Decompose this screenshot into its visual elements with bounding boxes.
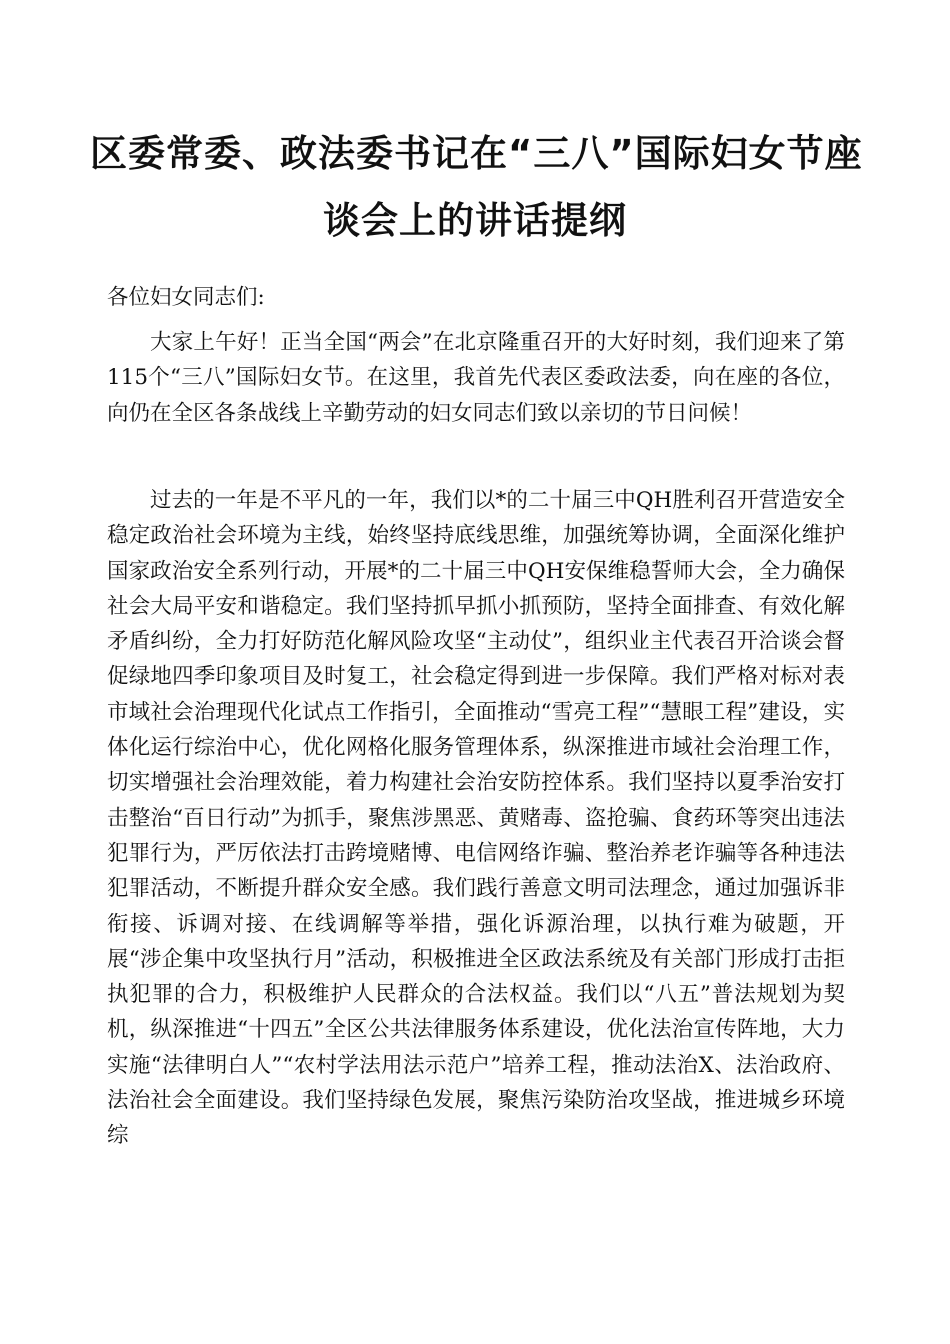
paragraph-greeting: 大家上午好！正当全国“两会”在北京隆重召开的大好时刻，我们迎来了第115个“三八”国际妇女节。在这里，我首先代表区委政法委，向在座的各位，向仍在全区各条战线上辛勤劳动的妇女同志们致以亲切的节日问候！ xyxy=(107,330,845,426)
document-title-line-2: 谈会上的讲话提纲 xyxy=(323,199,627,242)
document-title-line-1: 区委常委、政法委书记在“三八”国际妇女节座 xyxy=(90,132,863,175)
salutation: 各位妇女同志们: xyxy=(107,285,265,310)
paragraph-review: 过去的一年是不平凡的一年，我们以*的二十届三中QH胜利召开营造安全稳定政治社会环境为主线，始终坚持底线思维，加强统筹协调，全面深化维护国家政治安全系列行动，开展*的二十届三中QH安保维稳誓师大会，全力确保社会大局平安和谐稳定。我们坚持抓早抓小抓预防，坚持全面排查、有效化解矛盾纠纷，全力打好防范化解风险攻坚“主动仗”，组织业主代表召开洽谈会督促绿地四季印象项目及时复工，社会稳定得到进一步保障。我们严格对标对表市域社会治理现代化试点工作指引，全面推动“雪亮工程”“慧眼工程”建设，实体化运行综治中心，优化网格化服务管理体系，纵深推进市域社会治理工作，切实增强社会治理效能，着力构建社会治安防控体系。我们坚持以夏季治安打击整治“百日行动”为抓手，聚焦涉黑恶、黄赌毒、盗抢骗、食药环等突出违法犯罪行为，严厉依法打击跨境赌博、电信网络诈骗、整治养老诈骗等各种违法犯罪活动，不断提升群众安全感。我们践行善意文明司法理念，通过加强诉非衔接、诉调对接、在线调解等举措，强化诉源治理，以执行难为破题，开展“涉企集中攻坚执行月”活动，积极推进全区政法系统及有关部门形成打击拒执犯罪的合力，积极维护人民群众的合法权益。我们以“八五”普法规划为契机，纵深推进“十四五”全区公共法律服务体系建设，优化法治宣传阵地，大力实施“法律明白人”“农村学法用法示范户”培养工程，推动法治X、法治政府、法治社会全面建设。我们坚持绿色发展，聚焦污染防治攻坚战，推进城乡环境综 xyxy=(107,488,845,1149)
